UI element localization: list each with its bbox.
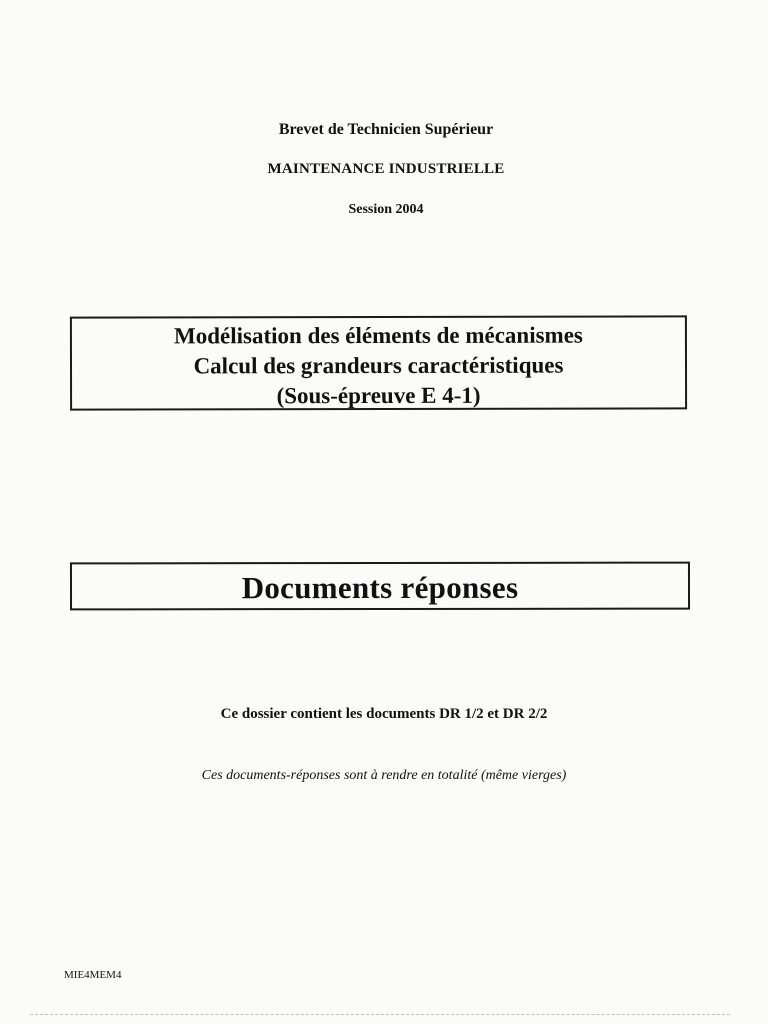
exam-subject-box	[70, 315, 687, 410]
contents-note: Ce dossier contient les documents DR 1/2 et DR 2/2	[220, 706, 548, 722]
exam-subject-line-3: (Sous-épreuve E 4-1)	[276, 382, 481, 409]
session-label: Session 2004	[348, 202, 424, 217]
exam-subject-line-1: Modélisation des éléments de mécanismes	[173, 322, 583, 349]
document-title: Documents réponses	[241, 569, 519, 606]
diploma-title: Brevet de Technicien Supérieur	[278, 121, 494, 138]
instructions-note: Ces documents-réponses sont à rendre en totalité (même vierges)	[201, 768, 567, 783]
specialty-title: MAINTENANCE INDUSTRIELLE	[267, 161, 505, 177]
scan-edge-line	[30, 1014, 730, 1015]
exam-subject-line-2: Calcul des grandeurs caractéristiques	[193, 352, 564, 379]
document-title-box	[70, 562, 690, 611]
document-code: MIE4MEM4	[64, 969, 122, 981]
